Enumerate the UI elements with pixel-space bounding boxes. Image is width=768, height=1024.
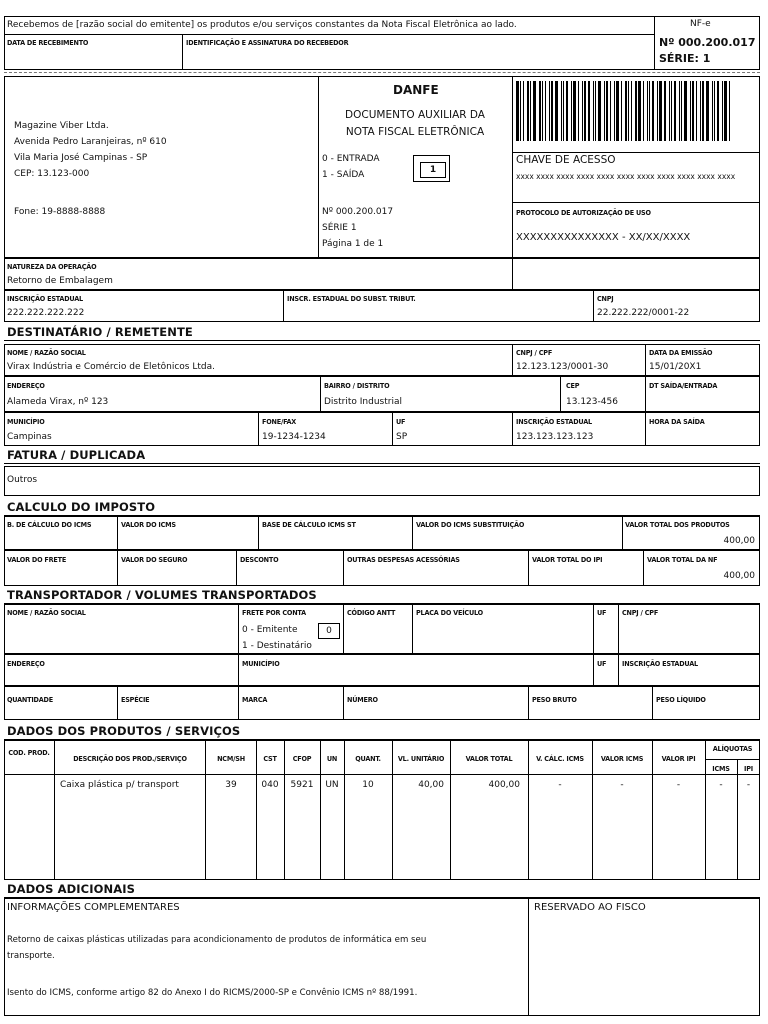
tax-total-nf-label: VALOR TOTAL DA NF — [647, 555, 718, 564]
recipient-cep-label: CEP — [566, 381, 580, 390]
barcode-bar — [638, 81, 641, 141]
receipt-signature-label: IDENTIFICAÇÃO E ASSINATURA DO RECEBEDOR — [186, 38, 349, 47]
protocol-label: PROTOCOLO DE AUTORIZAÇÃO DE USO — [516, 208, 651, 217]
recipient-city-label: MUNICÍPIO — [7, 417, 45, 426]
recipient-district-value: Distrito Industrial — [324, 397, 402, 407]
transport-address-label: ENDEREÇO — [7, 659, 45, 668]
products-title: DADOS DOS PRODUTOS / SERVIÇOS — [7, 724, 241, 738]
barcode-bar — [523, 81, 524, 141]
issuer-phone: Fone: 19-8888-8888 — [14, 207, 106, 217]
barcode-bar — [516, 81, 519, 141]
barcode-bar — [578, 81, 579, 141]
barcode-bar — [649, 81, 650, 141]
row-aliq-ipi: - — [746, 780, 751, 790]
barcode-bar — [604, 81, 605, 141]
invoice-box — [4, 466, 760, 496]
freight-value: 0 — [318, 623, 340, 639]
number-label: NÚMERO — [347, 695, 378, 704]
barcode-bar — [598, 81, 601, 141]
barcode-bar — [643, 81, 644, 141]
row-ipi: - — [676, 780, 681, 790]
info-label: INFORMAÇÕES COMPLEMENTARES — [7, 902, 180, 913]
danfe-series: SÉRIE 1 — [322, 223, 357, 233]
row-icms: - — [620, 780, 624, 790]
barcode-bar — [647, 81, 648, 141]
recipient-name-label: NOME / RAZÃO SOCIAL — [7, 348, 86, 357]
barcode-bar — [679, 81, 680, 141]
issuer-district-city: Vila Maria José Campinas - SP — [14, 153, 148, 163]
freight-opt1: 1 - Destinatário — [242, 641, 312, 651]
col-cst: CST — [263, 754, 277, 763]
transport-uf2-label: UF — [597, 659, 607, 668]
danfe-title: DANFE — [393, 83, 439, 97]
barcode-bar — [566, 81, 568, 141]
additional-title: DADOS ADICIONAIS — [7, 882, 135, 896]
row-cfop: 5921 — [290, 780, 314, 790]
col-ipi: VALOR IPI — [661, 754, 696, 763]
info-line2: transporte. — [7, 951, 55, 961]
barcode-bar — [681, 81, 682, 141]
nature-label: NATUREZA DA OPERAÇÃO — [7, 262, 97, 271]
barcode-bar — [571, 81, 572, 141]
tax-outras-label: OUTRAS DESPESAS ACESSÓRIAS — [347, 555, 460, 564]
col-total: VALOR TOTAL — [465, 754, 513, 763]
row-bc: - — [558, 780, 562, 790]
col-aliq: ALÍQUOTAS — [712, 744, 753, 753]
barcode-bar — [573, 81, 576, 141]
barcode-bar — [549, 81, 550, 141]
barcode-bar — [659, 81, 662, 141]
nature-box — [4, 258, 760, 290]
invoice-title: FATURA / DUPLICADA — [7, 448, 146, 462]
barcode-bar — [729, 81, 730, 141]
row-desc: Caixa plástica p/ transport — [60, 780, 179, 790]
antt-label: CÓDIGO ANTT — [347, 608, 396, 617]
barcode-bar — [584, 81, 586, 141]
row-aliq-icms: - — [719, 780, 723, 790]
barcode-bar — [692, 81, 694, 141]
col-aliq-icms: ICMS — [712, 764, 730, 773]
barcode-bar — [530, 81, 531, 141]
ie-st-label: INSCR. ESTADUAL DO SUBST. TRIBUT. — [287, 294, 416, 303]
transport-city-label: MUNICÍPIO — [242, 659, 280, 668]
row-unit: 40,00 — [418, 780, 444, 790]
cnpj-label: CNPJ — [597, 294, 614, 303]
barcode-bar — [669, 81, 670, 141]
barcode-bar — [724, 81, 727, 141]
barcode-bar — [533, 81, 536, 141]
barcode-bar — [595, 81, 596, 141]
receipt-text: Recebemos de [razão social do emitente] os produtos e/ou serviços constantes da Nota Fiscal Eletrônica ao lado. — [7, 20, 517, 30]
recipient-uf-label: UF — [396, 417, 406, 426]
recipient-city-value: Campinas — [7, 432, 52, 442]
col-aliq-ipi: IPI — [744, 764, 753, 773]
recipient-ie-label: INSCRIÇÃO ESTADUAL — [516, 417, 592, 426]
freight-label: FRETE POR CONTA — [242, 608, 306, 617]
receipt-nfe-number: Nº 000.200.017 — [659, 36, 756, 49]
net-weight-label: PESO LÍQUIDO — [656, 695, 706, 704]
tax-total-products-value: 400,00 — [723, 536, 755, 546]
recipient-ie-value: 123.123.123.123 — [516, 432, 594, 442]
barcode-bar — [652, 81, 654, 141]
danfe-type-value: 1 — [420, 162, 446, 178]
ie-label: INSCRIÇÃO ESTADUAL — [7, 294, 83, 303]
barcode-bar — [527, 81, 529, 141]
tax-icms-label: VALOR DO ICMS — [121, 520, 176, 529]
fisco-label: RESERVADO AO FISCO — [534, 902, 646, 913]
col-unit: VL. UNITÁRIO — [397, 754, 445, 763]
col-desc: DESCRIÇÃO DOS PROD./SERVIÇO — [73, 754, 187, 763]
emission-label: DATA DA EMISSÃO — [649, 348, 713, 357]
col-ncm: NCM/SH — [217, 754, 245, 763]
issuer-name: Magazine Viber Ltda. — [14, 121, 109, 131]
species-label: ESPÉCIE — [121, 695, 150, 704]
tax-desconto-label: DESCONTO — [240, 555, 279, 564]
row-total: 400,00 — [488, 780, 520, 790]
transport-cnpj-label: CNPJ / CPF — [622, 608, 659, 617]
barcode-bar — [545, 81, 546, 141]
barcode-bar — [582, 81, 583, 141]
barcode-bar — [621, 81, 622, 141]
emission-value: 15/01/20X1 — [649, 362, 702, 372]
recipient-cnpj-label: CNPJ / CPF — [516, 348, 553, 357]
tax-total-nf-value: 400,00 — [723, 571, 755, 581]
danfe-number: Nº 000.200.017 — [322, 207, 394, 217]
danfe-subtitle2: NOTA FISCAL ELETRÔNICA — [345, 126, 485, 138]
col-cfop: CFOP — [292, 754, 312, 763]
recipient-row3 — [4, 412, 760, 446]
recipient-district-label: BAIRRO / DISTRITO — [324, 381, 390, 390]
barcode-bar — [702, 81, 704, 141]
barcode-bar — [684, 81, 687, 141]
barcode-bar — [635, 81, 637, 141]
barcode-bar — [674, 81, 676, 141]
danfe-saida: 1 - SAÍDA — [322, 170, 365, 180]
freight-opt0: 0 - Emitente — [242, 625, 298, 635]
ie-value: 222.222.222.222 — [7, 308, 85, 318]
barcode-bar — [563, 81, 564, 141]
barcode-bar — [657, 81, 658, 141]
recipient-uf-value: SP — [396, 432, 408, 442]
recipient-name-value: Virax Indústria e Comércio de Eletônicos Ltda. — [7, 362, 215, 372]
col-icms: VALOR ICMS — [600, 754, 644, 763]
barcode-bar — [664, 81, 666, 141]
tax-title: CALCULO DO IMPOSTO — [7, 500, 156, 514]
danfe-page: Página 1 de 1 — [322, 239, 384, 249]
additional-box — [4, 898, 760, 1016]
barcode-bar — [593, 81, 594, 141]
transport-ie-label: INSCRIÇÃO ESTADUAL — [622, 659, 698, 668]
transport-name-label: NOME / RAZÃO SOCIAL — [7, 608, 86, 617]
tax-frete-label: VALOR DO FRETE — [7, 555, 67, 564]
barcode-bar — [631, 81, 632, 141]
barcode-bar — [671, 81, 672, 141]
barcode-bar — [610, 81, 611, 141]
barcode-bar — [696, 81, 697, 141]
danfe-entrada: 0 - ENTRADA — [322, 154, 380, 164]
recipient-address-value: Alameda Virax, nº 123 — [7, 397, 109, 407]
access-key-value: xxxx xxxx xxxx xxxx xxxx xxxx xxxx xxxx xxxx xxxx xxxx — [516, 172, 736, 181]
col-bc: V. CÁLC. ICMS — [536, 754, 584, 763]
cnpj-value: 22.222.222/0001-22 — [597, 308, 690, 318]
barcode-bar — [712, 81, 713, 141]
brand-label: MARCA — [242, 695, 268, 704]
invoice-value: Outros — [7, 475, 38, 485]
barcode-bar — [717, 81, 719, 141]
qty-label: QUANTIDADE — [7, 695, 53, 704]
info-line1: Retorno de caixas plásticas utilizadas para acondicionamento de produtos de informática em seu — [7, 935, 427, 945]
transport-title: TRANSPORTADOR / VOLUMES TRANSPORTADOS — [7, 588, 317, 602]
row-cst: 040 — [261, 780, 279, 790]
access-key-label: CHAVE DE ACESSO — [516, 154, 616, 166]
receipt-nfe-series: SÉRIE: 1 — [659, 52, 711, 65]
issuer-address: Avenida Pedro Laranjeiras, nº 610 — [14, 137, 167, 147]
receipt-nfe-label: NF-e — [690, 19, 711, 29]
issuer-cep: CEP: 13.123-000 — [14, 169, 90, 179]
tax-base-icms-label: B. DE CÁLCULO DO ICMS — [7, 520, 92, 529]
row-qty: 10 — [362, 780, 374, 790]
barcode-bar — [700, 81, 701, 141]
barcode-bar — [555, 81, 558, 141]
recipient-cnpj-value: 12.123.123/0001-30 — [516, 362, 609, 372]
barcode-bar — [551, 81, 553, 141]
barcode-bar — [520, 81, 521, 141]
gross-weight-label: PESO BRUTO — [532, 695, 577, 704]
barcode-bar — [542, 81, 543, 141]
plate-label: PLACA DO VEÍCULO — [416, 608, 483, 617]
info-line3: Isento do ICMS, conforme artigo 82 do Anexo I do RICMS/2000-SP e Convênio ICMS nº 88/1991. — [7, 988, 418, 998]
recipient-title: DESTINATÁRIO / REMETENTE — [7, 325, 193, 339]
recipient-cep-value: 13.123-456 — [566, 397, 618, 407]
col-cod: COD. PROD. — [8, 748, 50, 757]
tax-seguro-label: VALOR DO SEGURO — [121, 555, 188, 564]
barcode-bar — [722, 81, 723, 141]
barcode-bar — [706, 81, 709, 141]
cut-line — [4, 72, 760, 73]
barcode-bar — [625, 81, 627, 141]
exit-date-label: DT SAÍDA/ENTRADA — [649, 381, 718, 390]
recipient-address-label: ENDEREÇO — [7, 381, 45, 390]
transport-uf-label: UF — [597, 608, 607, 617]
col-qty: QUANT. — [355, 754, 381, 763]
protocol-value: XXXXXXXXXXXXXXX - XX/XX/XXXX — [516, 232, 691, 243]
barcode-bar — [690, 81, 691, 141]
danfe-subtitle1: DOCUMENTO AUXILIAR DA — [345, 109, 485, 121]
barcode-bar — [616, 81, 619, 141]
tax-ipi-label: VALOR TOTAL DO IPI — [532, 555, 603, 564]
recipient-phone-value: 19-1234-1234 — [262, 432, 326, 442]
barcode-bar — [614, 81, 615, 141]
row-un: UN — [325, 780, 339, 790]
tax-icms-st-label: VALOR DO ICMS SUBSTITUIÇÃO — [416, 520, 525, 529]
row-ncm: 39 — [225, 780, 237, 790]
tax-base-icms-st-label: BASE DE CÁLCULO ICMS ST — [262, 520, 356, 529]
barcode-bar — [588, 81, 590, 141]
barcode — [516, 81, 756, 141]
recipient-phone-label: FONE/FAX — [262, 417, 297, 426]
barcode-bar — [561, 81, 562, 141]
barcode-bar — [539, 81, 541, 141]
col-un: UN — [326, 754, 338, 763]
tax-total-products-label: VALOR TOTAL DOS PRODUTOS — [625, 520, 730, 529]
barcode-bar — [714, 81, 715, 141]
nature-value: Retorno de Embalagem — [7, 276, 113, 286]
receipt-date-label: DATA DE RECEBIMENTO — [7, 38, 89, 47]
barcode-bar — [628, 81, 629, 141]
barcode-bar — [606, 81, 608, 141]
exit-time-label: HORA DA SAÍDA — [649, 417, 705, 426]
